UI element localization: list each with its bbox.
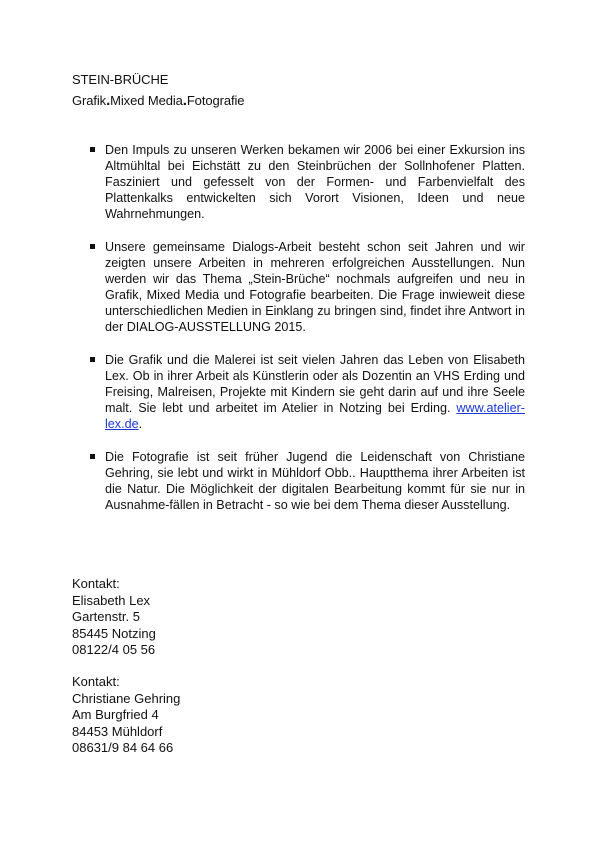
contact-city: 84453 Mühldorf (72, 723, 163, 739)
contact-phone: 08631/9 84 64 66 (72, 740, 174, 755)
bullet-list (90, 142, 525, 530)
contact-heading: Kontakt: (72, 674, 120, 689)
contact-name: Elisabeth Lex (72, 592, 151, 608)
bullet-text-end: . (138, 417, 143, 431)
subtitle-part-grafik: Grafik (72, 93, 107, 108)
contact-street: Gartenstr. 5 (72, 609, 140, 624)
contact-block-lex (72, 576, 156, 659)
bullet-text: Den Impuls zu unseren Werken bekamen wir 2006 bei einer Exkursion ins Altmühltal bei Eichstätt zu den Steinbrüchen der Sollnhofener Platten. Fasziniert und gefesselt von der Formen- und Farbenvielfalt des Plattenkalks entwickelten sich Vorort Visionen, Ideen und neue Wahrnehmungen. (105, 143, 525, 221)
subtitle-separator: . (182, 92, 187, 109)
subtitle-part-fotografie: Fotografie (186, 93, 245, 108)
contact-block-gehring (72, 674, 180, 757)
subtitle-part-mixed-media: Mixed Media (110, 93, 183, 108)
bullet-text: Die Grafik und die Malerei ist seit vielen Jahren das Leben von Elisabeth Lex. Ob in ihrer Arbeit als Künstlerin oder als Dozentin an VHS Erding und Freising, Malreisen, Projekte mit Kindern sie geht darin auf und ihre Seele malt. Sie lebt und arbeitet im Atelier in Notzing bei Erding. (105, 353, 525, 415)
bullet-text: Unsere gemeinsame Dialogs-Arbeit besteht schon seit Jahren und wir zeigten unsere Arbeiten in mehreren erfolgreichen Ausstellungen. Nun werden wir das Thema „Stein-Brüche“ nochmals aufgreifen und neu in Grafik, Mixed Media und Fotografie bearbeiten. Die Frage inwieweit diese unterschiedlichen Medien in Einklang zu bringen sind, findet ihre Antwort in der DIALOG-AUSSTELLUNG 2015. (105, 240, 525, 334)
bullet-text: Die Fotografie ist seit früher Jugend die Leidenschaft von Christiane Gehring, sie lebt und wirkt in Mühldorf Obb.. Hauptthema ihrer Arbeiten ist die Natur. Die Möglichkeit der digitalen Bearbeitung kommt für sie nur in Ausnahme-fällen in Betracht - so wie bei dem Thema dieser Ausstellung. (105, 450, 525, 512)
contact-phone: 08122/4 05 56 (72, 642, 156, 657)
document-title: STEIN-BRÜCHE (72, 72, 169, 87)
contact-city: 85445 Notzing (72, 625, 156, 641)
contact-name: Christiane Gehring (72, 690, 181, 706)
bullet-item-dialog (90, 239, 525, 335)
square-bullet-icon (90, 357, 95, 362)
contact-heading: Kontakt: (72, 576, 120, 591)
square-bullet-icon (90, 454, 95, 459)
bullet-item-impuls (90, 142, 525, 222)
document-subtitle (72, 93, 244, 109)
contact-street: Am Burgfried 4 (72, 707, 159, 722)
bullet-item-fotografie (90, 449, 525, 513)
website-link[interactable]: www.atelier-lex.de (105, 401, 525, 431)
subtitle-separator: . (106, 92, 111, 109)
bullet-item-grafik (90, 352, 525, 432)
square-bullet-icon (90, 244, 95, 249)
square-bullet-icon (90, 147, 95, 152)
